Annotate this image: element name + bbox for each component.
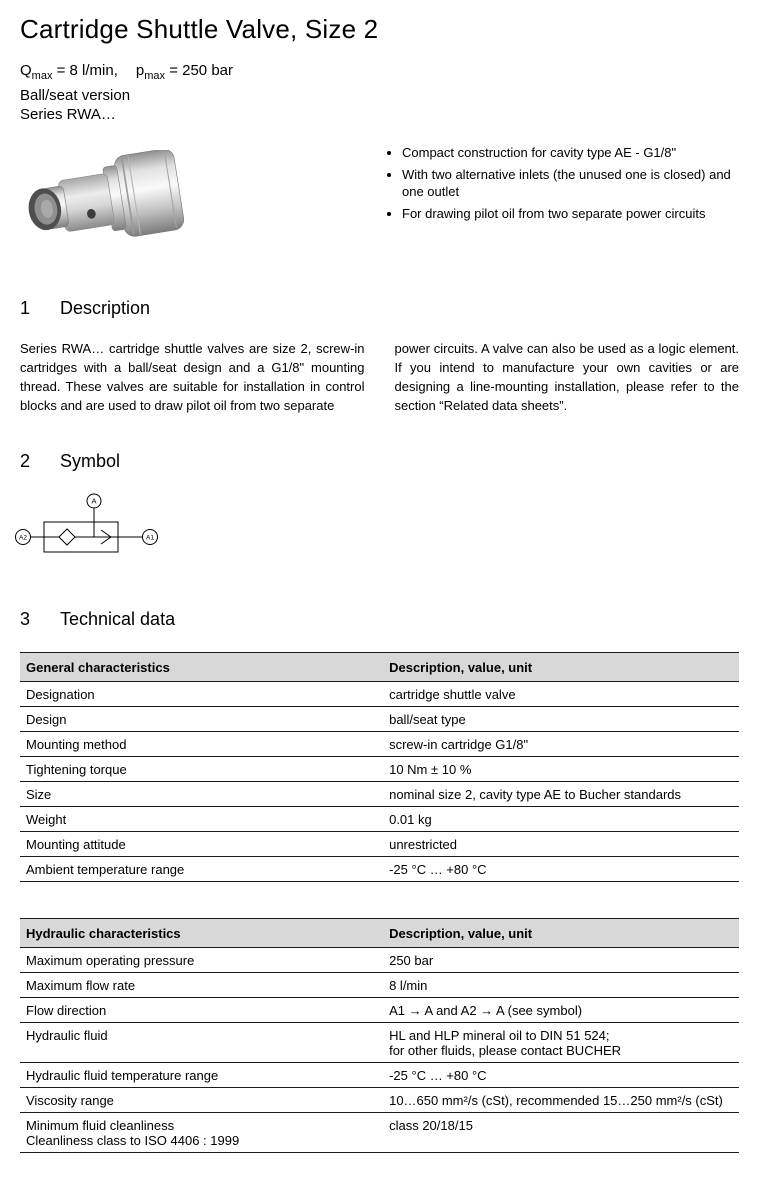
section-title: Technical data bbox=[60, 609, 176, 629]
section-title: Symbol bbox=[60, 451, 121, 471]
characteristic-value: HL and HLP mineral oil to DIN 51 524; for other fluids, please contact BUCHER bbox=[383, 1023, 739, 1063]
shuttle-valve-symbol bbox=[14, 490, 164, 568]
characteristic-name: Size bbox=[20, 782, 383, 807]
characteristic-value: nominal size 2, cavity type AE to Bucher standards bbox=[383, 782, 739, 807]
table-row bbox=[20, 782, 739, 807]
characteristic-value: -25 °C … +80 °C bbox=[383, 857, 739, 882]
table-row bbox=[20, 998, 739, 1023]
characteristic-name: Ambient temperature range bbox=[20, 857, 383, 882]
section-number: 3 bbox=[20, 609, 31, 629]
section-title: Description bbox=[60, 298, 151, 318]
characteristic-name: Mounting attitude bbox=[20, 832, 383, 857]
section-number: 2 bbox=[20, 451, 31, 471]
characteristic-value: 10 Nm ± 10 % bbox=[383, 757, 739, 782]
general-characteristics-table bbox=[20, 652, 739, 882]
table-row bbox=[20, 948, 739, 973]
column-header: Hydraulic characteristics bbox=[20, 919, 383, 948]
feature-item: • With two alternative inlets (the unused one is closed) and one outlet bbox=[402, 166, 739, 200]
spec-block bbox=[20, 61, 739, 124]
table-header-row bbox=[20, 653, 739, 682]
table-row bbox=[20, 807, 739, 832]
general-characteristics-block bbox=[20, 652, 739, 882]
table-header-row bbox=[20, 919, 739, 948]
description-column-2: power circuits. A valve can also be used as a logic element. If you intend to manufacture your own cavities or are designing a line-mounting installation, please refer to the section “Related data sheets”. bbox=[394, 341, 739, 413]
characteristic-name: Hydraulic fluid temperature range bbox=[20, 1063, 383, 1088]
column-header: Description, value, unit bbox=[383, 653, 739, 682]
page-title: Cartridge Shuttle Valve, Size 2 bbox=[20, 14, 379, 44]
hydraulic-characteristics-block bbox=[20, 918, 739, 1153]
qmax-subscript: max bbox=[31, 70, 53, 82]
feature-item: • Compact construction for cavity type AE - G1/8" bbox=[402, 144, 739, 161]
characteristic-value: 0.01 kg bbox=[383, 807, 739, 832]
table-row bbox=[20, 1063, 739, 1088]
version-line: Ball/seat version bbox=[20, 87, 131, 104]
series-line: Series RWA… bbox=[20, 106, 116, 123]
port-label-a1: A1 bbox=[146, 534, 154, 542]
port-label-a: A bbox=[91, 496, 97, 506]
characteristic-value: unrestricted bbox=[383, 832, 739, 857]
characteristic-value: 250 bar bbox=[383, 948, 739, 973]
characteristic-value: 8 l/min bbox=[383, 973, 739, 998]
characteristic-name: Minimum fluid cleanliness Cleanliness class to ISO 4406 : 1999 bbox=[20, 1113, 383, 1153]
table-row bbox=[20, 1088, 739, 1113]
characteristic-name: Mounting method bbox=[20, 732, 383, 757]
pmax-symbol: p bbox=[135, 62, 145, 79]
valve-cartridge bbox=[23, 150, 186, 252]
table-row bbox=[20, 857, 739, 882]
qmax-value: = 8 l/min, bbox=[52, 62, 118, 79]
feature-list bbox=[387, 144, 739, 227]
table-row bbox=[20, 1023, 739, 1063]
characteristic-name: Weight bbox=[20, 807, 383, 832]
intro-row bbox=[20, 145, 739, 262]
characteristic-value: cartridge shuttle valve bbox=[383, 682, 739, 707]
characteristic-value: 10…650 mm²/s (cSt), recommended 15…250 mm²/s (cSt) bbox=[383, 1088, 739, 1113]
description-column-1: Series RWA… cartridge shuttle valves are size 2, screw-in cartridges with a ball/seat design and a G1/8" mounting thread. These valves are suitable for installation in control blocks and are used to draw pilot oil from two separate bbox=[20, 341, 365, 413]
characteristic-name: Viscosity range bbox=[20, 1088, 383, 1113]
table-row bbox=[20, 757, 739, 782]
characteristic-name: Maximum flow rate bbox=[20, 973, 383, 998]
characteristic-value: screw-in cartridge G1/8" bbox=[383, 732, 739, 757]
characteristic-value: -25 °C … +80 °C bbox=[383, 1063, 739, 1088]
table-row bbox=[20, 707, 739, 732]
pmax-subscript: max bbox=[144, 70, 166, 82]
characteristic-name: Maximum operating pressure bbox=[20, 948, 383, 973]
section-heading-symbol bbox=[20, 451, 739, 472]
port-label-a2: A2 bbox=[19, 534, 27, 542]
characteristic-value: A1 → A and A2 → A (see symbol) bbox=[383, 998, 739, 1023]
table-row bbox=[20, 682, 739, 707]
table-row bbox=[20, 832, 739, 857]
pmax-value: = 250 bar bbox=[165, 62, 233, 79]
section-heading-technical-data bbox=[20, 609, 739, 630]
product-photo bbox=[14, 150, 199, 262]
characteristic-name: Design bbox=[20, 707, 383, 732]
feature-item: • For drawing pilot oil from two separate power circuits bbox=[402, 205, 739, 222]
column-header: Description, value, unit bbox=[383, 919, 739, 948]
characteristic-name: Hydraulic fluid bbox=[20, 1023, 383, 1063]
column-header: General characteristics bbox=[20, 653, 383, 682]
qmax-symbol: Q bbox=[20, 62, 32, 79]
section-heading-description bbox=[20, 298, 739, 319]
spec-line-ratings bbox=[20, 61, 739, 86]
characteristic-name: Tightening torque bbox=[20, 757, 383, 782]
characteristic-name: Flow direction bbox=[20, 998, 383, 1023]
characteristic-value: class 20/18/15 bbox=[383, 1113, 739, 1153]
table-row bbox=[20, 1113, 739, 1153]
characteristic-name: Designation bbox=[20, 682, 383, 707]
table-row bbox=[20, 732, 739, 757]
table-row bbox=[20, 973, 739, 998]
hydraulic-characteristics-table bbox=[20, 918, 739, 1153]
check-ball-symbol bbox=[59, 529, 75, 545]
description-text bbox=[20, 339, 739, 415]
characteristic-value: ball/seat type bbox=[383, 707, 739, 732]
section-number: 1 bbox=[20, 298, 31, 318]
hydraulic-symbol bbox=[14, 490, 739, 573]
